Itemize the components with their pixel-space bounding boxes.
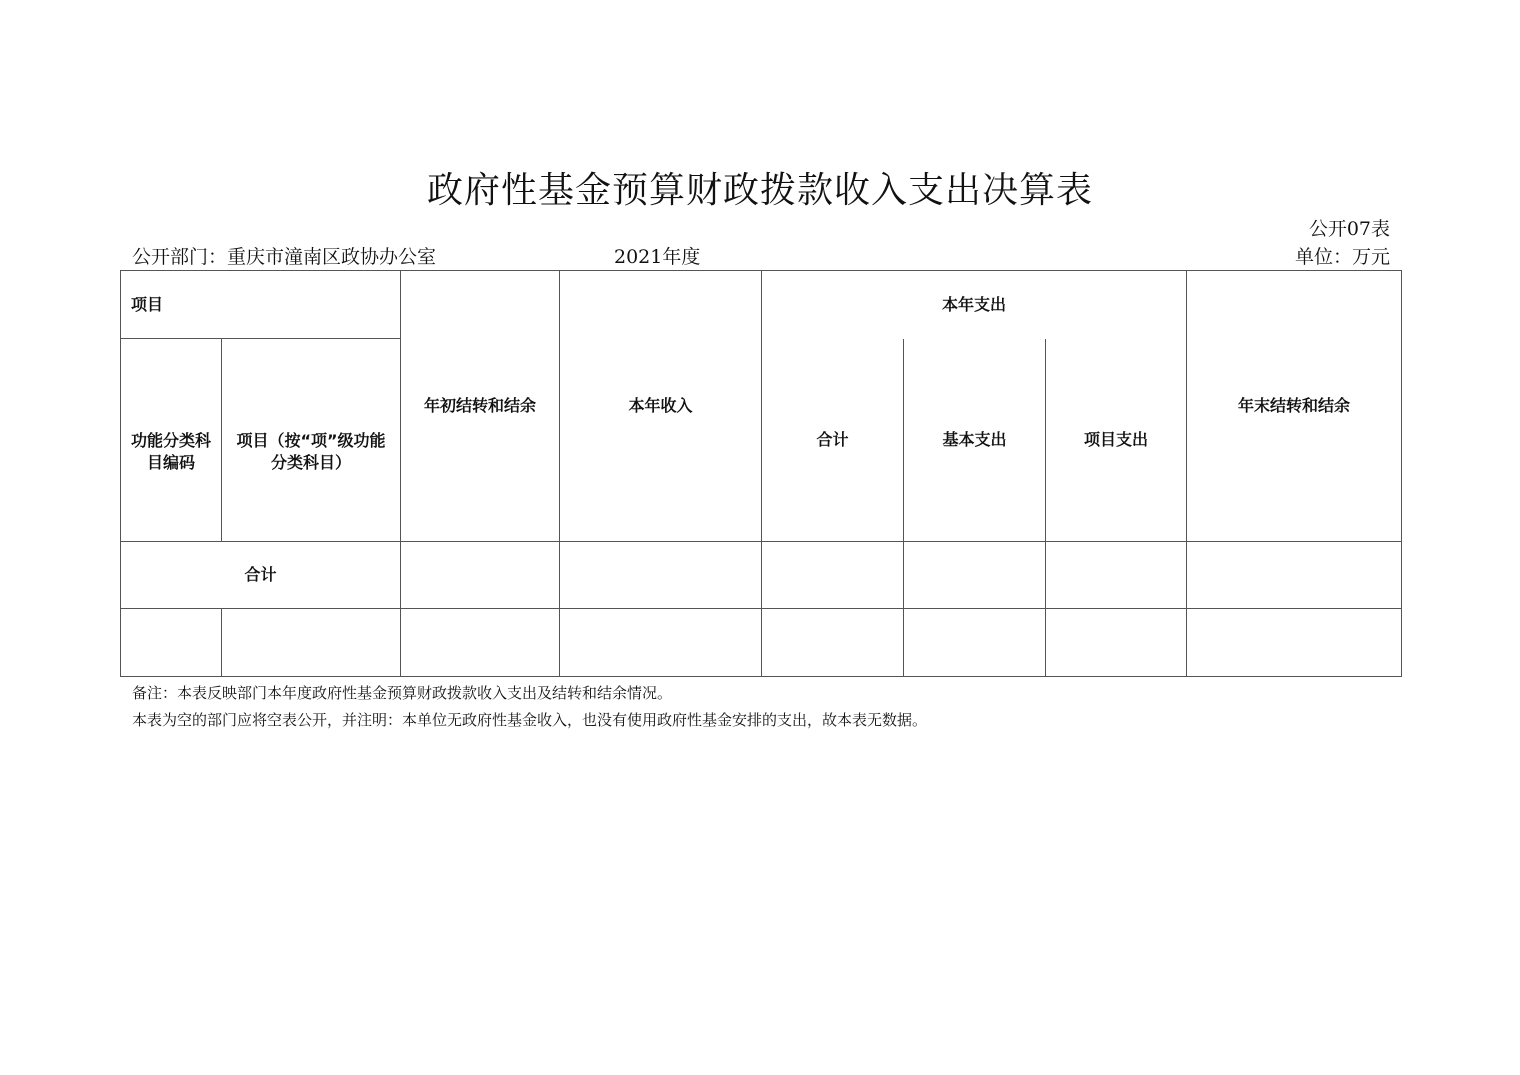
cell-income — [560, 609, 762, 677]
header-basic-expense — [904, 339, 1046, 542]
header-project-expense — [1046, 339, 1187, 542]
header-begin-balance: 年初结转和结余 — [401, 271, 560, 542]
header-func-code-text: 功能分类科目编码 — [130, 431, 211, 472]
header-project-expense-text: 项目支出 — [1084, 429, 1149, 449]
cell-project-expense — [1046, 609, 1187, 677]
total-basic-expense — [904, 542, 1046, 609]
cell-item — [222, 609, 401, 677]
table-number: 公开07表 — [1308, 218, 1390, 240]
header-expense-total — [762, 339, 904, 542]
header-row-1 — [121, 271, 1402, 339]
budget-table — [120, 270, 1402, 677]
cell-expense-total — [762, 609, 904, 677]
table-row — [121, 609, 1402, 677]
total-begin-balance — [401, 542, 560, 609]
cell-end-balance — [1187, 609, 1402, 677]
cell-begin-balance — [401, 609, 560, 677]
total-label: 合计 — [121, 542, 401, 609]
header-project: 项目 — [121, 271, 401, 339]
header-basic-expense-text: 基本支出 — [942, 429, 1007, 449]
note-line: 本表为空的部门应将空表公开，并注明：本单位无政府性基金收入，也没有使用政府性基金安排的支出，故本表无数据。 — [132, 711, 928, 729]
header-income: 本年收入 — [560, 271, 762, 542]
year-label: 2021年度 — [614, 246, 701, 268]
total-row — [121, 542, 1402, 609]
meta-row — [132, 242, 1390, 270]
department-label: 公开部门：重庆市潼南区政协办公室 — [132, 246, 437, 268]
total-end-balance — [1187, 542, 1402, 609]
cell-func-code — [121, 609, 222, 677]
total-project-expense — [1046, 542, 1187, 609]
header-expense-group: 本年支出 — [762, 271, 1187, 339]
header-end-balance: 年末结转和结余 — [1187, 271, 1402, 542]
header-func-code — [121, 339, 222, 542]
notes — [132, 680, 927, 734]
cell-basic-expense — [904, 609, 1046, 677]
header-item-by-level — [222, 339, 401, 542]
header-expense-total-text: 合计 — [816, 429, 849, 449]
note-line: 备注：本表反映部门本年度政府性基金预算财政拨款收入支出及结转和结余情况。 — [132, 684, 673, 702]
header-item-by-level-text: 项目（按“项”级功能分类科目） — [236, 431, 386, 472]
total-income — [560, 542, 762, 609]
unit-label: 单位：万元 — [1294, 246, 1390, 268]
total-expense-total — [762, 542, 904, 609]
page-title: 政府性基金预算财政拨款收入支出决算表 — [426, 170, 1093, 211]
